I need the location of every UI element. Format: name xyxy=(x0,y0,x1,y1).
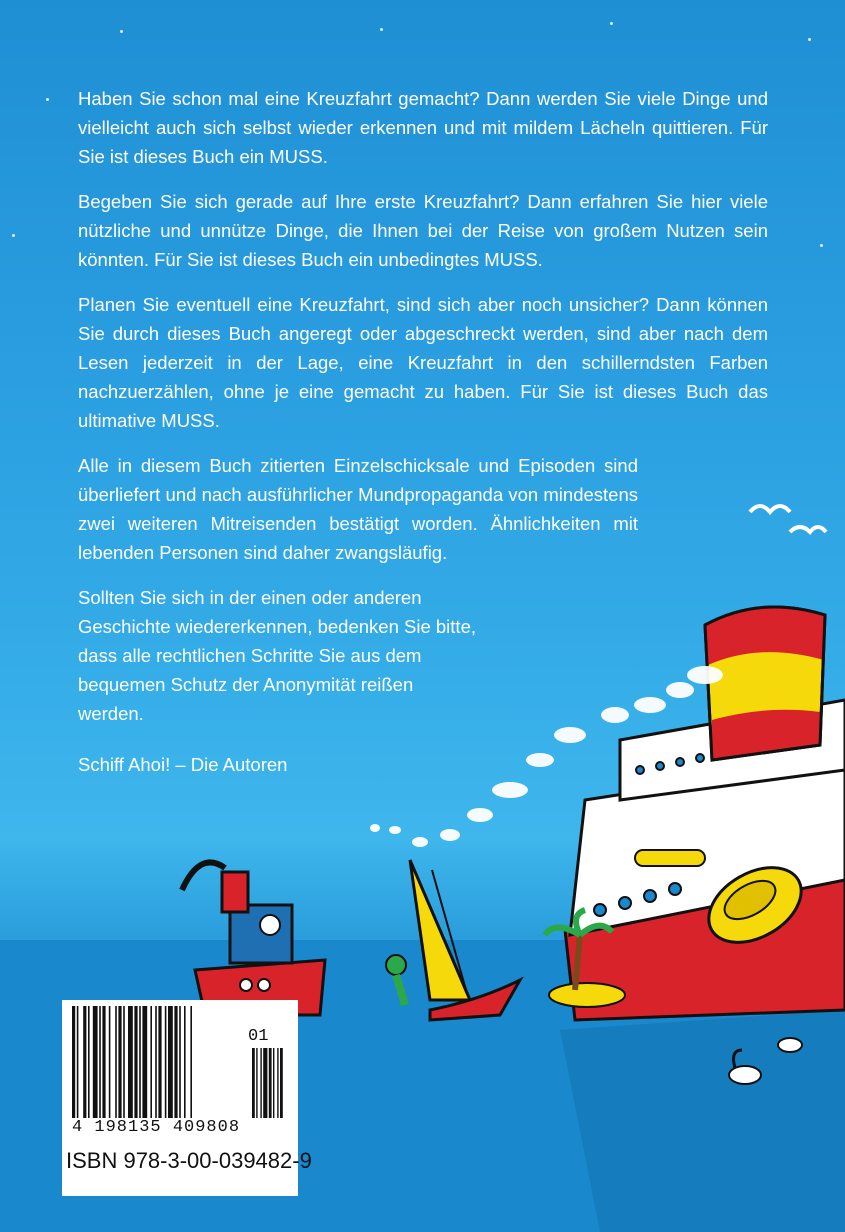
paragraph-wiedererkennen: Sollten Sie sich in der einen oder anderen Geschichte wiedererkennen, bedenken Sie bitte, dass alle rechtlichen Schritte Sie aus dem bequemen Schutz der Anonymität reißen werden. xyxy=(78,587,477,724)
paragraph-einzelschicksale: Alle in diesem Buch zitierten Einzelschicksale und Episoden sind überliefert und nach ausführlicher Mundpropaganda von mindestens zwei weiteren Mitreisenden bestätigt worden. Ähnlichkeiten mit lebenden Personen sind daher zwangsläufig. xyxy=(78,455,638,563)
barcode-number: 4 198135 409808 xyxy=(72,1118,241,1137)
barcode-icon xyxy=(68,1006,292,1118)
barcode-bar xyxy=(190,1006,192,1118)
barcode-addon-bar xyxy=(269,1048,272,1118)
barcode-addon-bar xyxy=(280,1048,283,1118)
barcode-bar xyxy=(72,1006,75,1118)
barcode-bar xyxy=(123,1006,125,1118)
barcode-bar xyxy=(109,1006,111,1118)
barcode-bar xyxy=(184,1006,186,1118)
cover-text xyxy=(78,84,778,795)
paragraph-kreuzfahrt-gemacht: Haben Sie schon mal eine Kreuzfahrt gemacht? Dann werden Sie viele Dinge und vielleicht auch sich selbst wieder erkennen und mit mildem Lächeln quittieren. Für Sie ist dieses Buch ein MUSS. xyxy=(78,88,768,167)
barcode-bar xyxy=(83,1006,86,1118)
barcode-bar xyxy=(179,1006,181,1118)
barcode-addon-bar xyxy=(260,1048,261,1118)
signature: Schiff Ahoi! – Die Autoren xyxy=(78,754,288,775)
barcode-bar xyxy=(142,1006,147,1118)
barcode-bar xyxy=(174,1006,177,1118)
barcode-bar xyxy=(168,1006,173,1118)
paragraph-erste-kreuzfahrt: Begeben Sie sich gerade auf Ihre erste Kreuzfahrt? Dann erfahren Sie hier viele nützliche und unnütze Dinge, die Ihnen bei der Reise von großem Nutzen sein könnten. Für Sie ist dieses Buch ein unbedingtes MUSS. xyxy=(78,191,768,270)
paragraph-planen: Planen Sie eventuell eine Kreuzfahrt, sind sich aber noch unsicher? Dann können Sie durch dieses Buch angeregt oder abgeschreckt werden, sind aber nach dem Lesen jederzeit in der Lage, eine Kreuzfahrt in den schillerndsten Farben nachzuerzählen, ohne je eine gemacht zu haben. Für Sie ist dieses Buch das ultimative MUSS. xyxy=(78,294,768,431)
barcode-bar xyxy=(88,1006,90,1118)
barcode-bar xyxy=(134,1006,137,1118)
barcode-addon-bar xyxy=(273,1048,274,1118)
barcode-bar xyxy=(102,1006,105,1118)
barcode-bar xyxy=(158,1006,161,1118)
barcode-bar xyxy=(150,1006,152,1118)
barcode-bar xyxy=(165,1006,167,1118)
barcode-addon: 01 xyxy=(248,1027,269,1046)
barcode-bar xyxy=(155,1006,157,1118)
barcode-bar xyxy=(93,1006,98,1118)
tugboat-illustration xyxy=(182,862,325,1015)
barcode-bar xyxy=(118,1006,121,1118)
barcode-bar xyxy=(139,1006,141,1118)
barcode-addon-bar xyxy=(277,1048,278,1118)
isbn: ISBN 978-3-00-039482-9 xyxy=(66,1148,312,1173)
windsurfer-illustration xyxy=(386,860,520,1020)
barcode-bar xyxy=(128,1006,133,1118)
barcode-bar xyxy=(77,1006,79,1118)
barcode-addon-bar xyxy=(263,1048,267,1118)
barcode-bar xyxy=(99,1006,101,1118)
barcode-bar xyxy=(115,1006,117,1118)
barcode-addon-bar xyxy=(256,1048,257,1118)
barcode-addon-bar xyxy=(252,1048,255,1118)
